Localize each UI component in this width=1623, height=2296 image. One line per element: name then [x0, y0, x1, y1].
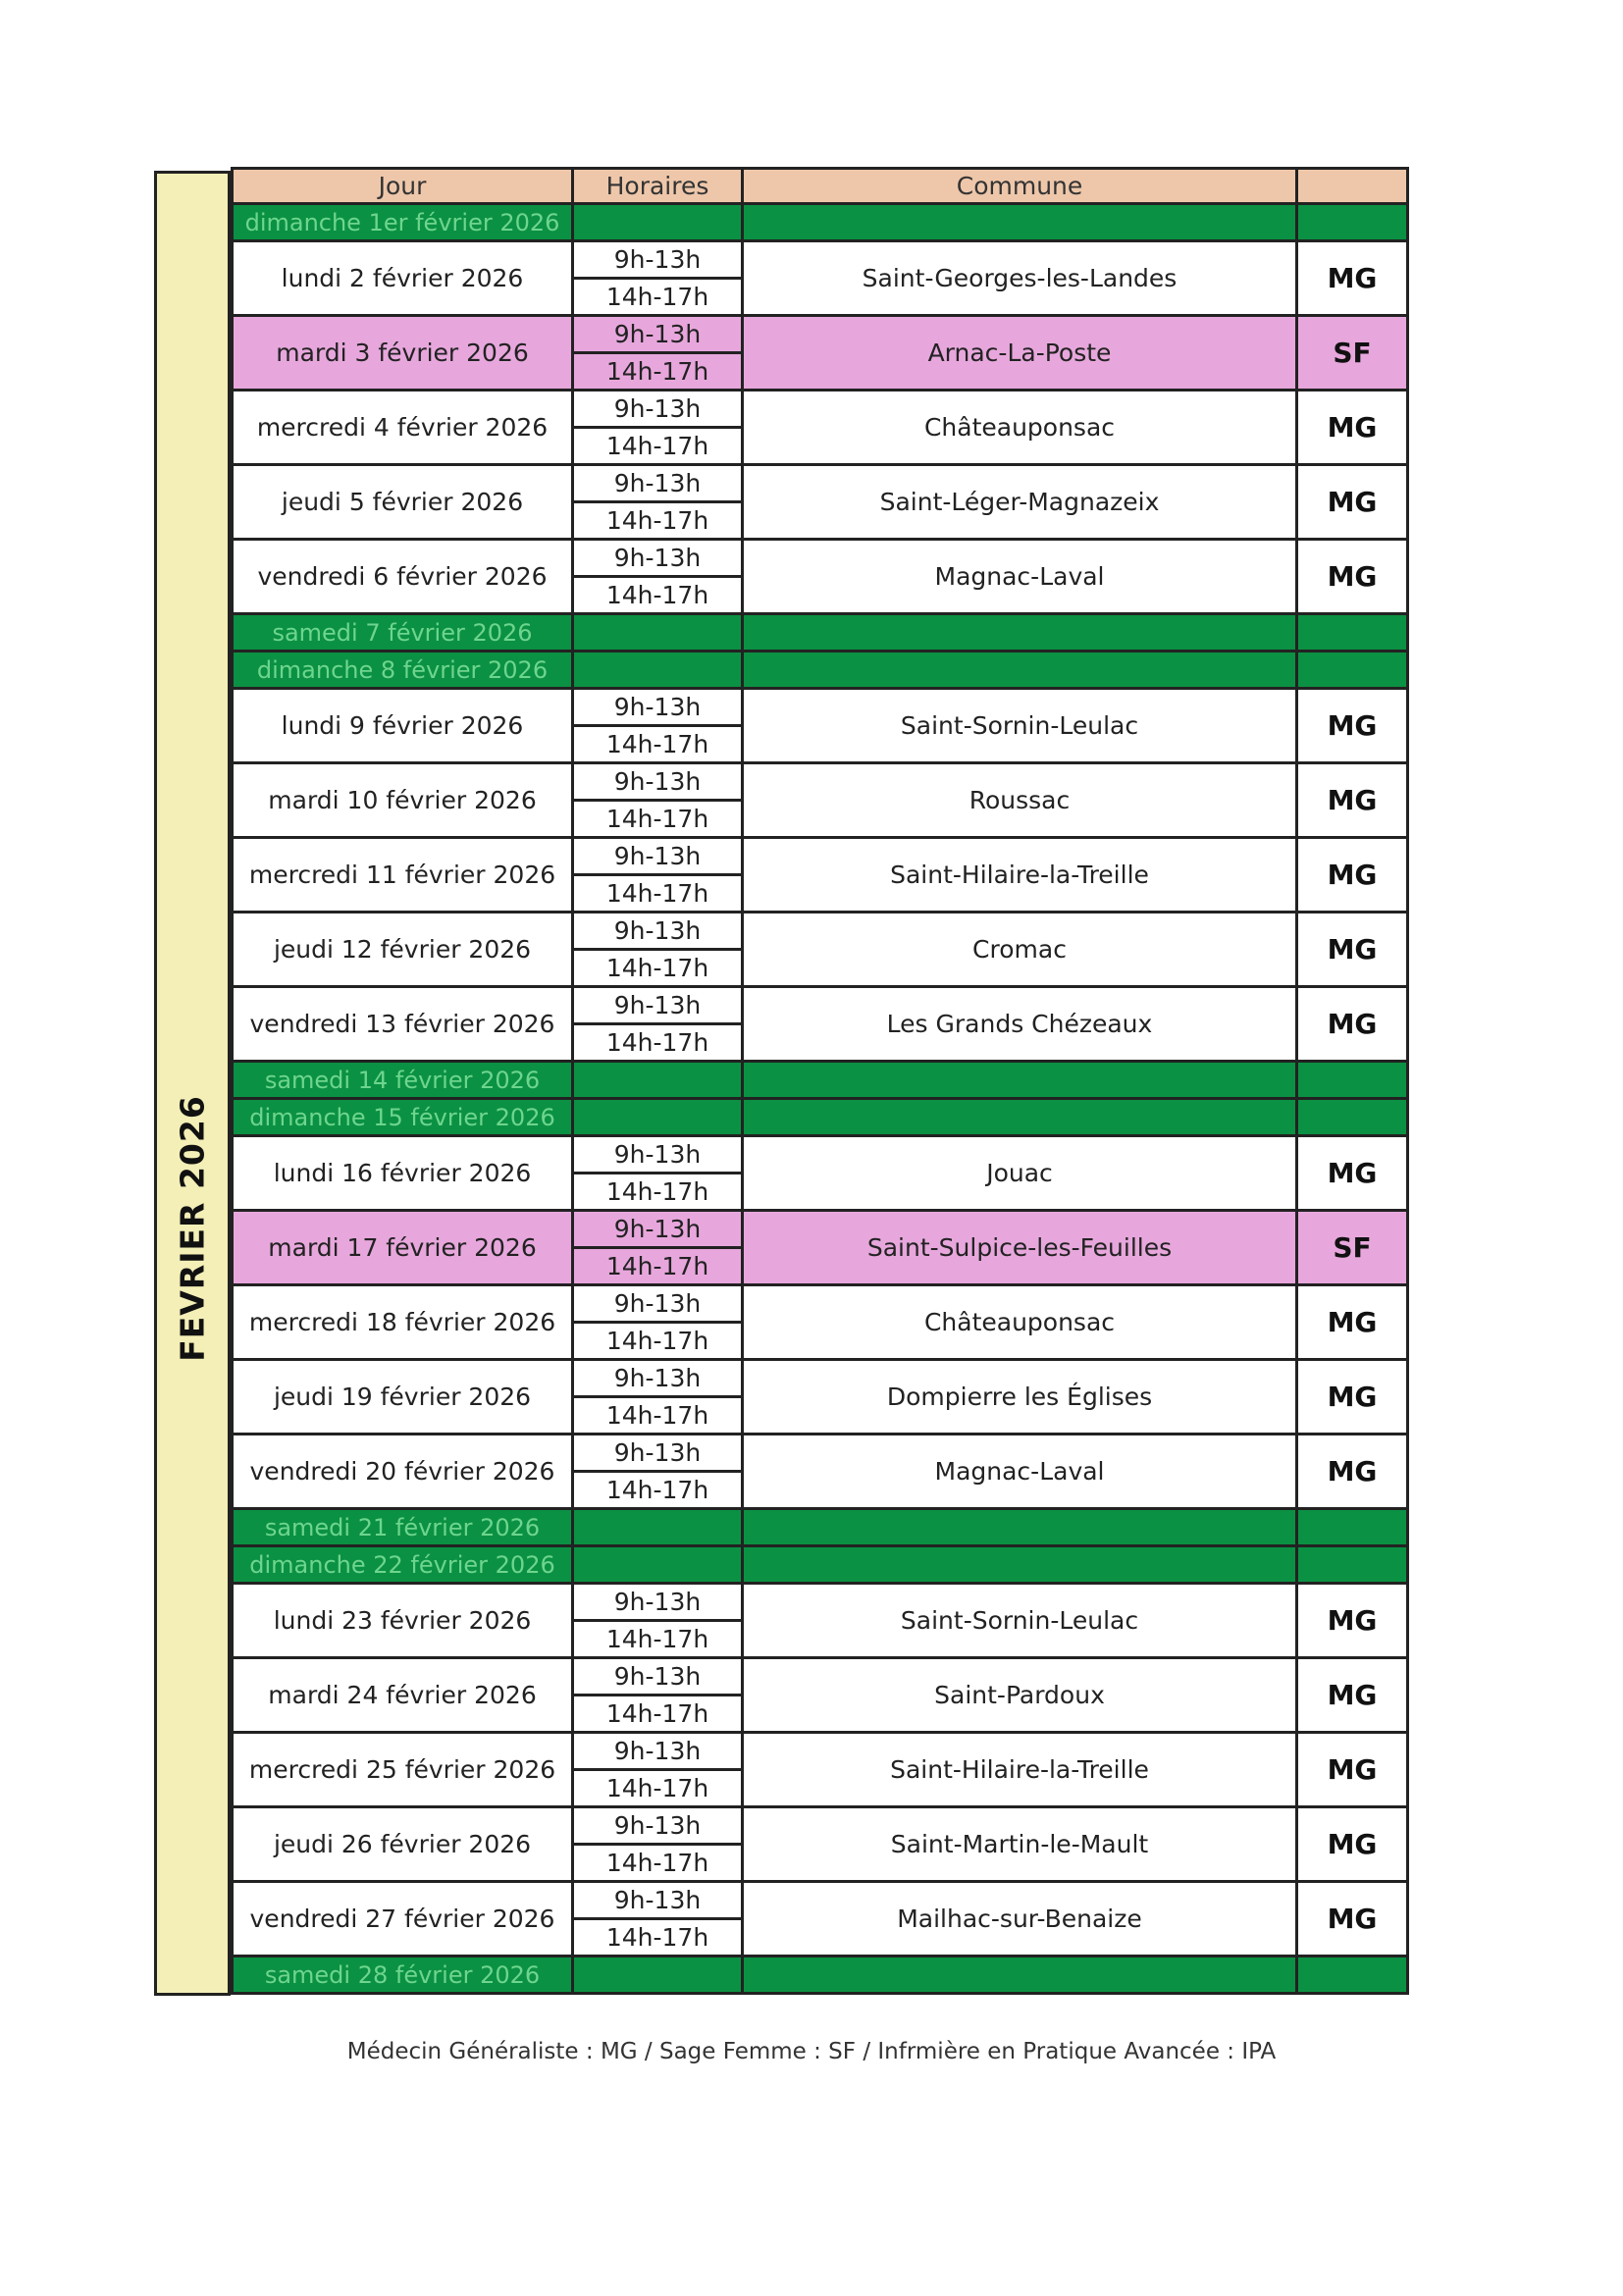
afternoon-slot: 14h-17h [605, 1699, 709, 1728]
practitioner-type-cell: MG [1295, 913, 1406, 985]
hours-cell [571, 1957, 741, 1992]
practitioner-type-cell: MG [1295, 764, 1406, 836]
commune-cell [741, 652, 1295, 687]
hours-cell [571, 839, 741, 911]
afternoon-slot: 14h-17h [605, 1774, 709, 1802]
commune-cell: Les Grands Chézeaux [741, 988, 1295, 1060]
afternoon-slot: 14h-17h [605, 1177, 709, 1206]
commune-cell: Dompierre les Églises [741, 1361, 1295, 1433]
afternoon-slot: 14h-17h [605, 1327, 709, 1355]
weekend-row [231, 205, 1406, 242]
morning-slot: 9h-13h [574, 913, 741, 951]
hours-cell [571, 1435, 741, 1507]
commune-cell: Châteauponsac [741, 1286, 1295, 1358]
practitioner-type-cell: MG [1295, 1361, 1406, 1433]
hours-cell [571, 652, 741, 687]
morning-slot: 9h-13h [574, 1435, 741, 1473]
day-cell: lundi 23 février 2026 [231, 1585, 571, 1656]
hours-cell [571, 1659, 741, 1731]
morning-slot: 9h-13h [574, 1137, 741, 1174]
month-label: FEVRIER 2026 [173, 1095, 212, 1362]
day-cell: dimanche 1er février 2026 [231, 205, 571, 239]
commune-cell: Magnac-Laval [741, 541, 1295, 612]
afternoon-slot: 14h-17h [605, 730, 709, 758]
morning-slot: 9h-13h [574, 1883, 741, 1920]
commune-cell: Saint-Pardoux [741, 1659, 1295, 1731]
practitioner-type-cell: MG [1295, 1286, 1406, 1358]
weekend-row [231, 1510, 1406, 1547]
practitioner-type-cell: MG [1295, 690, 1406, 761]
table-row [231, 764, 1406, 839]
hours-cell [571, 764, 741, 836]
commune-cell [741, 1510, 1295, 1544]
table-row [231, 913, 1406, 988]
morning-slot: 9h-13h [574, 1286, 741, 1324]
day-cell: mardi 17 février 2026 [231, 1212, 571, 1283]
afternoon-slot: 14h-17h [605, 283, 709, 311]
type-cell [1295, 1957, 1406, 1992]
morning-slot: 9h-13h [574, 541, 741, 578]
commune-cell [741, 1063, 1295, 1097]
day-cell: mardi 10 février 2026 [231, 764, 571, 836]
practitioner-type-cell: MG [1295, 466, 1406, 538]
schedule-table [231, 167, 1409, 1995]
commune-cell [741, 1957, 1295, 1992]
hours-cell [571, 1361, 741, 1433]
weekend-row [231, 615, 1406, 652]
day-cell: lundi 16 février 2026 [231, 1137, 571, 1209]
commune-cell: Saint-Sornin-Leulac [741, 690, 1295, 761]
day-cell: samedi 14 février 2026 [231, 1063, 571, 1097]
table-row [231, 242, 1406, 317]
type-cell [1295, 205, 1406, 239]
type-cell [1295, 615, 1406, 650]
table-row [231, 1137, 1406, 1212]
table-row [231, 317, 1406, 391]
hours-cell [571, 913, 741, 985]
table-row [231, 1808, 1406, 1883]
afternoon-slot: 14h-17h [605, 1028, 709, 1057]
table-row [231, 1883, 1406, 1957]
practitioner-type-cell: MG [1295, 1435, 1406, 1507]
day-cell: dimanche 8 février 2026 [231, 652, 571, 687]
table-row [231, 1435, 1406, 1510]
commune-cell: Jouac [741, 1137, 1295, 1209]
practitioner-type-cell: SF [1295, 1212, 1406, 1283]
afternoon-slot: 14h-17h [605, 879, 709, 908]
practitioner-type-cell: MG [1295, 1659, 1406, 1731]
hours-cell [571, 690, 741, 761]
hours-cell [571, 1286, 741, 1358]
practitioner-type-cell: MG [1295, 839, 1406, 911]
hours-cell [571, 541, 741, 612]
table-row [231, 988, 1406, 1063]
afternoon-slot: 14h-17h [605, 1476, 709, 1504]
hours-cell [571, 1585, 741, 1656]
day-cell: mercredi 4 février 2026 [231, 391, 571, 463]
day-cell: mercredi 18 février 2026 [231, 1286, 571, 1358]
afternoon-slot: 14h-17h [605, 954, 709, 982]
hours-cell [571, 466, 741, 538]
commune-cell: Magnac-Laval [741, 1435, 1295, 1507]
type-cell [1295, 1547, 1406, 1582]
hours-cell [571, 1063, 741, 1097]
day-cell: mercredi 11 février 2026 [231, 839, 571, 911]
commune-cell: Saint-Martin-le-Mault [741, 1808, 1295, 1880]
commune-cell: Cromac [741, 913, 1295, 985]
table-row [231, 1361, 1406, 1435]
afternoon-slot: 14h-17h [605, 357, 709, 386]
type-cell [1295, 1510, 1406, 1544]
morning-slot: 9h-13h [574, 1361, 741, 1398]
table-row [231, 1734, 1406, 1808]
weekend-row [231, 1100, 1406, 1137]
hours-cell [571, 615, 741, 650]
table-row [231, 690, 1406, 764]
table-row [231, 839, 1406, 913]
hours-cell [571, 317, 741, 389]
table-row [231, 1286, 1406, 1361]
hours-cell [571, 1510, 741, 1544]
afternoon-slot: 14h-17h [605, 506, 709, 535]
table-row [231, 1212, 1406, 1286]
day-cell: mardi 24 février 2026 [231, 1659, 571, 1731]
morning-slot: 9h-13h [574, 1659, 741, 1696]
type-cell [1295, 1063, 1406, 1097]
header-day: Jour [231, 170, 571, 202]
table-row [231, 1659, 1406, 1734]
table-row [231, 466, 1406, 541]
morning-slot: 9h-13h [574, 1212, 741, 1249]
practitioner-type-cell: MG [1295, 391, 1406, 463]
morning-slot: 9h-13h [574, 317, 741, 354]
hours-cell [571, 1734, 741, 1805]
hours-cell [571, 1212, 741, 1283]
afternoon-slot: 14h-17h [605, 1849, 709, 1877]
commune-cell [741, 1100, 1295, 1134]
commune-cell [741, 1547, 1295, 1582]
hours-cell [571, 1137, 741, 1209]
table-row [231, 541, 1406, 615]
day-cell: dimanche 22 février 2026 [231, 1547, 571, 1582]
commune-cell: Roussac [741, 764, 1295, 836]
commune-cell [741, 205, 1295, 239]
hours-cell [571, 1883, 741, 1955]
header-commune: Commune [741, 170, 1295, 202]
weekend-row [231, 1063, 1406, 1100]
weekend-row [231, 1957, 1406, 1995]
commune-cell: Saint-Georges-les-Landes [741, 242, 1295, 314]
hours-cell [571, 1547, 741, 1582]
hours-cell [571, 391, 741, 463]
practitioner-type-cell: SF [1295, 317, 1406, 389]
commune-cell: Châteauponsac [741, 391, 1295, 463]
day-cell: samedi 21 février 2026 [231, 1510, 571, 1544]
day-cell: lundi 2 février 2026 [231, 242, 571, 314]
afternoon-slot: 14h-17h [605, 1252, 709, 1280]
hours-cell [571, 242, 741, 314]
weekend-row [231, 1547, 1406, 1585]
hours-cell [571, 205, 741, 239]
header-hours: Horaires [571, 170, 741, 202]
morning-slot: 9h-13h [574, 242, 741, 280]
morning-slot: 9h-13h [574, 839, 741, 876]
morning-slot: 9h-13h [574, 466, 741, 503]
day-cell: samedi 28 février 2026 [231, 1957, 571, 1992]
practitioner-type-cell: MG [1295, 541, 1406, 612]
commune-cell: Mailhac-sur-Benaize [741, 1883, 1295, 1955]
day-cell: mardi 3 février 2026 [231, 317, 571, 389]
day-cell: lundi 9 février 2026 [231, 690, 571, 761]
afternoon-slot: 14h-17h [605, 1625, 709, 1653]
morning-slot: 9h-13h [574, 1808, 741, 1846]
morning-slot: 9h-13h [574, 764, 741, 802]
afternoon-slot: 14h-17h [605, 432, 709, 460]
practitioner-type-cell: MG [1295, 988, 1406, 1060]
commune-cell: Arnac-La-Poste [741, 317, 1295, 389]
commune-cell: Saint-Hilaire-la-Treille [741, 1734, 1295, 1805]
day-cell: jeudi 12 février 2026 [231, 913, 571, 985]
day-cell: vendredi 6 février 2026 [231, 541, 571, 612]
month-sidebar [154, 171, 231, 1996]
type-cell [1295, 652, 1406, 687]
practitioner-type-cell: MG [1295, 1137, 1406, 1209]
morning-slot: 9h-13h [574, 1734, 741, 1771]
legend: Médecin Généraliste : MG / Sage Femme : SF / Infrmière en Pratique Avancée : IPA [346, 2039, 1277, 2064]
day-cell: vendredi 13 février 2026 [231, 988, 571, 1060]
table-row [231, 1585, 1406, 1659]
table-body [231, 205, 1406, 1995]
day-cell: mercredi 25 février 2026 [231, 1734, 571, 1805]
commune-cell: Saint-Sulpice-les-Feuilles [741, 1212, 1295, 1283]
day-cell: jeudi 26 février 2026 [231, 1808, 571, 1880]
hours-cell [571, 1808, 741, 1880]
practitioner-type-cell: MG [1295, 1808, 1406, 1880]
practitioner-type-cell: MG [1295, 1585, 1406, 1656]
day-cell: samedi 7 février 2026 [231, 615, 571, 650]
practitioner-type-cell: MG [1295, 1883, 1406, 1955]
header-type [1295, 170, 1406, 202]
afternoon-slot: 14h-17h [605, 1923, 709, 1952]
morning-slot: 9h-13h [574, 391, 741, 429]
practitioner-type-cell: MG [1295, 1734, 1406, 1805]
hours-cell [571, 988, 741, 1060]
commune-cell: Saint-Hilaire-la-Treille [741, 839, 1295, 911]
day-cell: vendredi 20 février 2026 [231, 1435, 571, 1507]
practitioner-type-cell: MG [1295, 242, 1406, 314]
table-header-row [231, 170, 1406, 205]
day-cell: jeudi 5 février 2026 [231, 466, 571, 538]
commune-cell: Saint-Léger-Magnazeix [741, 466, 1295, 538]
hours-cell [571, 1100, 741, 1134]
weekend-row [231, 652, 1406, 690]
day-cell: dimanche 15 février 2026 [231, 1100, 571, 1134]
afternoon-slot: 14h-17h [605, 1401, 709, 1430]
table-row [231, 391, 1406, 466]
type-cell [1295, 1100, 1406, 1134]
morning-slot: 9h-13h [574, 690, 741, 727]
afternoon-slot: 14h-17h [605, 805, 709, 833]
morning-slot: 9h-13h [574, 988, 741, 1025]
afternoon-slot: 14h-17h [605, 581, 709, 609]
commune-cell: Saint-Sornin-Leulac [741, 1585, 1295, 1656]
day-cell: jeudi 19 février 2026 [231, 1361, 571, 1433]
morning-slot: 9h-13h [574, 1585, 741, 1622]
day-cell: vendredi 27 février 2026 [231, 1883, 571, 1955]
commune-cell [741, 615, 1295, 650]
